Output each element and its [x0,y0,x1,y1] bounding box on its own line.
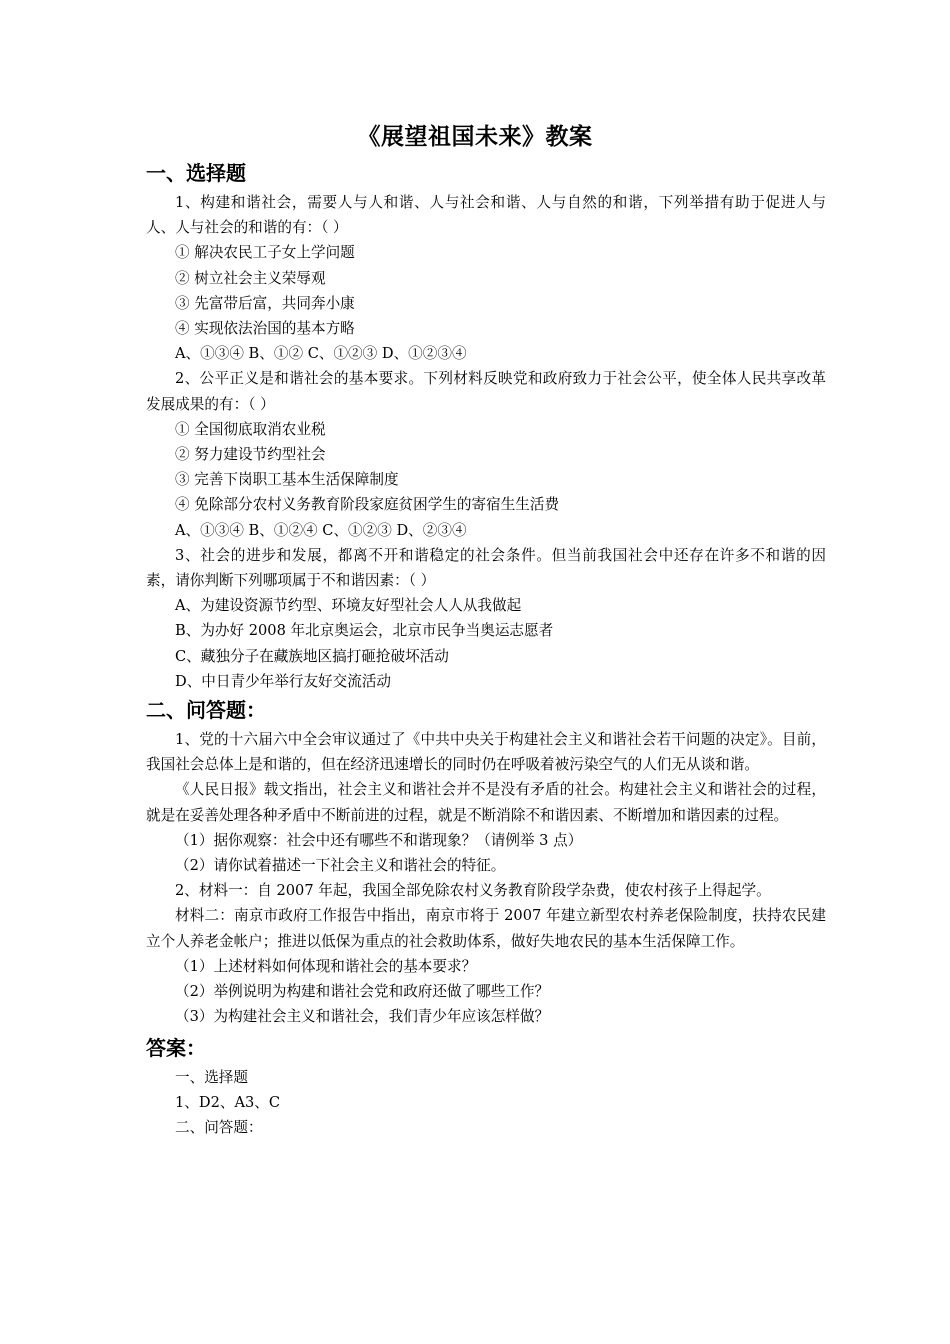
answer-line: 一、选择题 [175,1068,248,1086]
answer-line: 二、问答题： [175,1118,263,1136]
question-1-item: ③ 先富带后富，共同奔小康 [175,294,355,312]
document-title: 《展望祖国未来》教案 [357,124,593,150]
qa-1-subquestion: （1）据你观察：社会中还有哪些不和谐现象？（请例举 3 点） [175,831,583,849]
question-2-item: ① 全国彻底取消农业税 [175,420,326,438]
question-2-item: ④ 免除部分农村义务教育阶段家庭贫困学生的寄宿生生活费 [175,496,560,514]
qa-1-paragraph: 1、党的十六届六中全会审议通过了《中共中央关于构建社会主义和谐社会若干问题的决定》。目前，我国社会总体上是和谐的，但在经济迅速增长的同时仍在呼吸着被污染空气的人们无从谈和谐。 [146,731,826,774]
question-1-item: ② 树立社会主义荣辱观 [175,269,326,287]
document-body [146,157,826,1140]
qa-2-subquestion: （2）举例说明为构建和谐社会党和政府还做了哪些工作？ [175,983,550,1001]
qa-2-paragraph: 材料二：南京市政府工作报告中指出，南京市将于 2007 年建立新型农村养老保险制度，扶持农民建立个人养老金帐户；推进以低保为重点的社会救助体系，做好失地农民的基本生活保障工作。 [146,907,826,950]
qa-1-subquestion: （2）请你试着描述一下社会主义和谐社会的特征。 [175,857,506,875]
qa-2-subquestion: （3）为构建社会主义和谐社会，我们青少年应该怎样做？ [175,1008,550,1026]
section-heading-answers: 答案： [146,1035,206,1060]
qa-2-subquestion: （1）上述材料如何体现和谐社会的基本要求？ [175,957,477,975]
question-1-item: ④ 实现依法治国的基本方略 [175,320,355,338]
question-3-option: C、藏独分子在藏族地区搞打砸抢破坏活动 [175,647,449,665]
question-1-item: ① 解决农民工子女上学问题 [175,244,355,262]
question-3-option: A、为建设资源节约型、环境友好型社会人人从我做起 [175,597,522,615]
qa-2-paragraph: 2、材料一：自 2007 年起，我国全部免除农村义务教育阶段学杂费，使农村孩子上得起学。 [175,882,771,900]
question-3-option: B、为办好 2008 年北京奥运会，北京市民争当奥运志愿者 [175,622,554,640]
answer-line: 1、D2、A3、C [175,1093,281,1111]
question-2-stem: 2、公平正义是和谐社会的基本要求。下列材料反映党和政府致力于社会公平，使全体人民共享改革发展成果的有：（ ） [146,370,826,413]
question-2-options: A、①③④ B、①②④ C、①②③ D、②③④ [175,521,467,539]
question-1-options: A、①③④ B、①② C、①②③ D、①②③④ [175,345,467,363]
question-3-stem: 3、社会的进步和发展，都离不开和谐稳定的社会条件。但当前我国社会中还存在许多不和谐的因素，请你判断下列哪项属于不和谐因素：（ ） [146,546,826,590]
question-2-item: ② 努力建设节约型社会 [175,446,326,464]
question-3-option: D、中日青少年举行友好交流活动 [175,672,392,690]
section-heading-choice: 一、选择题 [146,161,246,185]
question-1-stem: 1、构建和谐社会，需要人与人和谐、人与社会和谐、人与自然的和谐，下列举措有助于促进人与人、人与社会的和谐的有：（ ） [146,194,826,237]
section-heading-qa: 二、问答题： [146,698,266,723]
qa-1-paragraph: 《人民日报》载文指出，社会主义和谐社会并不是没有矛盾的社会。构建社会主义和谐社会的过程，就是在妥善处理各种矛盾中不断前进的过程，就是不断消除不和谐因素、不断增加和谐因素的过程。 [146,781,826,824]
question-2-item: ③ 完善下岗职工基本生活保障制度 [175,471,399,489]
